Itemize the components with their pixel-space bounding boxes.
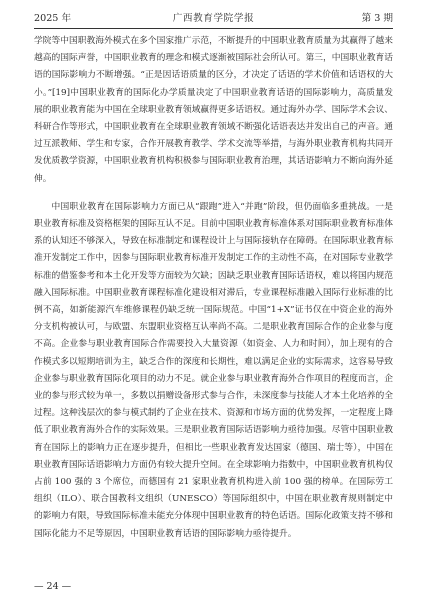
body-paragraph-2: 中国职业教育在国际影响力方面已从“跟跑”进入“并跑”阶段，但仍面临多重挑战。一是职业教育标准及资格框架的国际互认不足。目前中国职业教育标准体系对国际职业教育标准体系的认知还不够深入，导致在标准制定和课程设计上与国际接轨存在障碍。在国际职业教育标准开发制定工作中，因参与国际职业教育标准开发制定工作的主动性不高，在对国际专业教学标准的借鉴参考和本土化开发等方面较为欠缺；因缺乏职业教育国际话语权，难以将国内规范融入国际标准。中国职业教育课程标准化建设相对滞后，专业课程标准融入国际行业标准的比例不高，如新能源汽车维修课程仍缺乏统一国际规范。中国“1+X”证书仅在中资企业的海外分支机构被认可，与欧盟、东盟职业资格互认率尚不高。二是职业教育国际合作的企业参与度不高。企业参与职业教育国际合作需要投入大量资源（如资金、人力和时间），加上现有的合作模式多以短期培训为主，缺乏合作的深度和长期性，难以满足企业的实际需求，这容易导致企业参与职业教育国际化项目的动力不足。就企业参与职业教育海外合作项目的程度而言，企业的参与形式较为单一，多数以捐赠设备形式参与合作，未深度参与技能人才本土化培养的全过程。这种浅层次的参与模式制约了企业在技术、资源和市场方面的优势发挥，一定程度上降低了职业教育海外合作的实际效果。三是职业教育国际话语影响力亟待加强。尽管中国职业教育在国际上的影响力正在逐步提升，但相比一些职业教育发达国家（德国、瑞士等），中国在职业教育国际话语影响力方面仍有较大提升空间。在全球影响力指数中，中国职业教育机构仅占前 100 强的 3 个席位，而德国有 21 家职业教育机构进入前 100 强的榜单。在国际劳工组织（ILO）、联合国教科文组织（UNESCO）等国际组织中，中国在职业教育规则制定中的影响力有限，导致国际标准未能充分体现中国职业教育的特色话语。国际化政策支持不够和国际化能力不足等原因，中国职业教育话语的国际影响力亟待提升。 bbox=[34, 201, 393, 539]
article-body bbox=[34, 33, 393, 543]
header-issue: 第 3 期 bbox=[361, 13, 393, 24]
paragraph-gap bbox=[34, 188, 393, 199]
header-journal-title: 广西教育学院学报 bbox=[172, 13, 255, 24]
header-year: 2025 年 bbox=[34, 13, 72, 24]
page-number: — 24 — bbox=[34, 581, 72, 592]
body-paragraph-1: 学院等中国职教海外模式在多个国家推广示范，不断提升的中国职业教育质量为其赢得了越来越高的国际声誉，中国职业教育的理念和模式逐渐被国际社会所认可。第三，中国职业教育话语的国际影响力不断增强。“正是因话语质量的区分，才决定了话语的学术价值和话语权的大小。”[19]中国职业教育的国际化办学质量决定了中国职业教育话语的国际影响力，高质量发展的职业教育能为中国在全球职业教育领域赢得更多话语权。通过海外办学、国际学术会议、科研合作等形式，中国职业教育在全球职业教育领域不断强化话语表达并发出自己的声音。通过互派教师、学生和专家，合作开展教育教学、学术交流等举措，与海外职业教育机构共同开发优质教学资源，中国职业教育机构积极参与国际职业教育治理，其话语影响力不断向海外延伸。 bbox=[34, 36, 393, 184]
running-header bbox=[34, 10, 393, 29]
